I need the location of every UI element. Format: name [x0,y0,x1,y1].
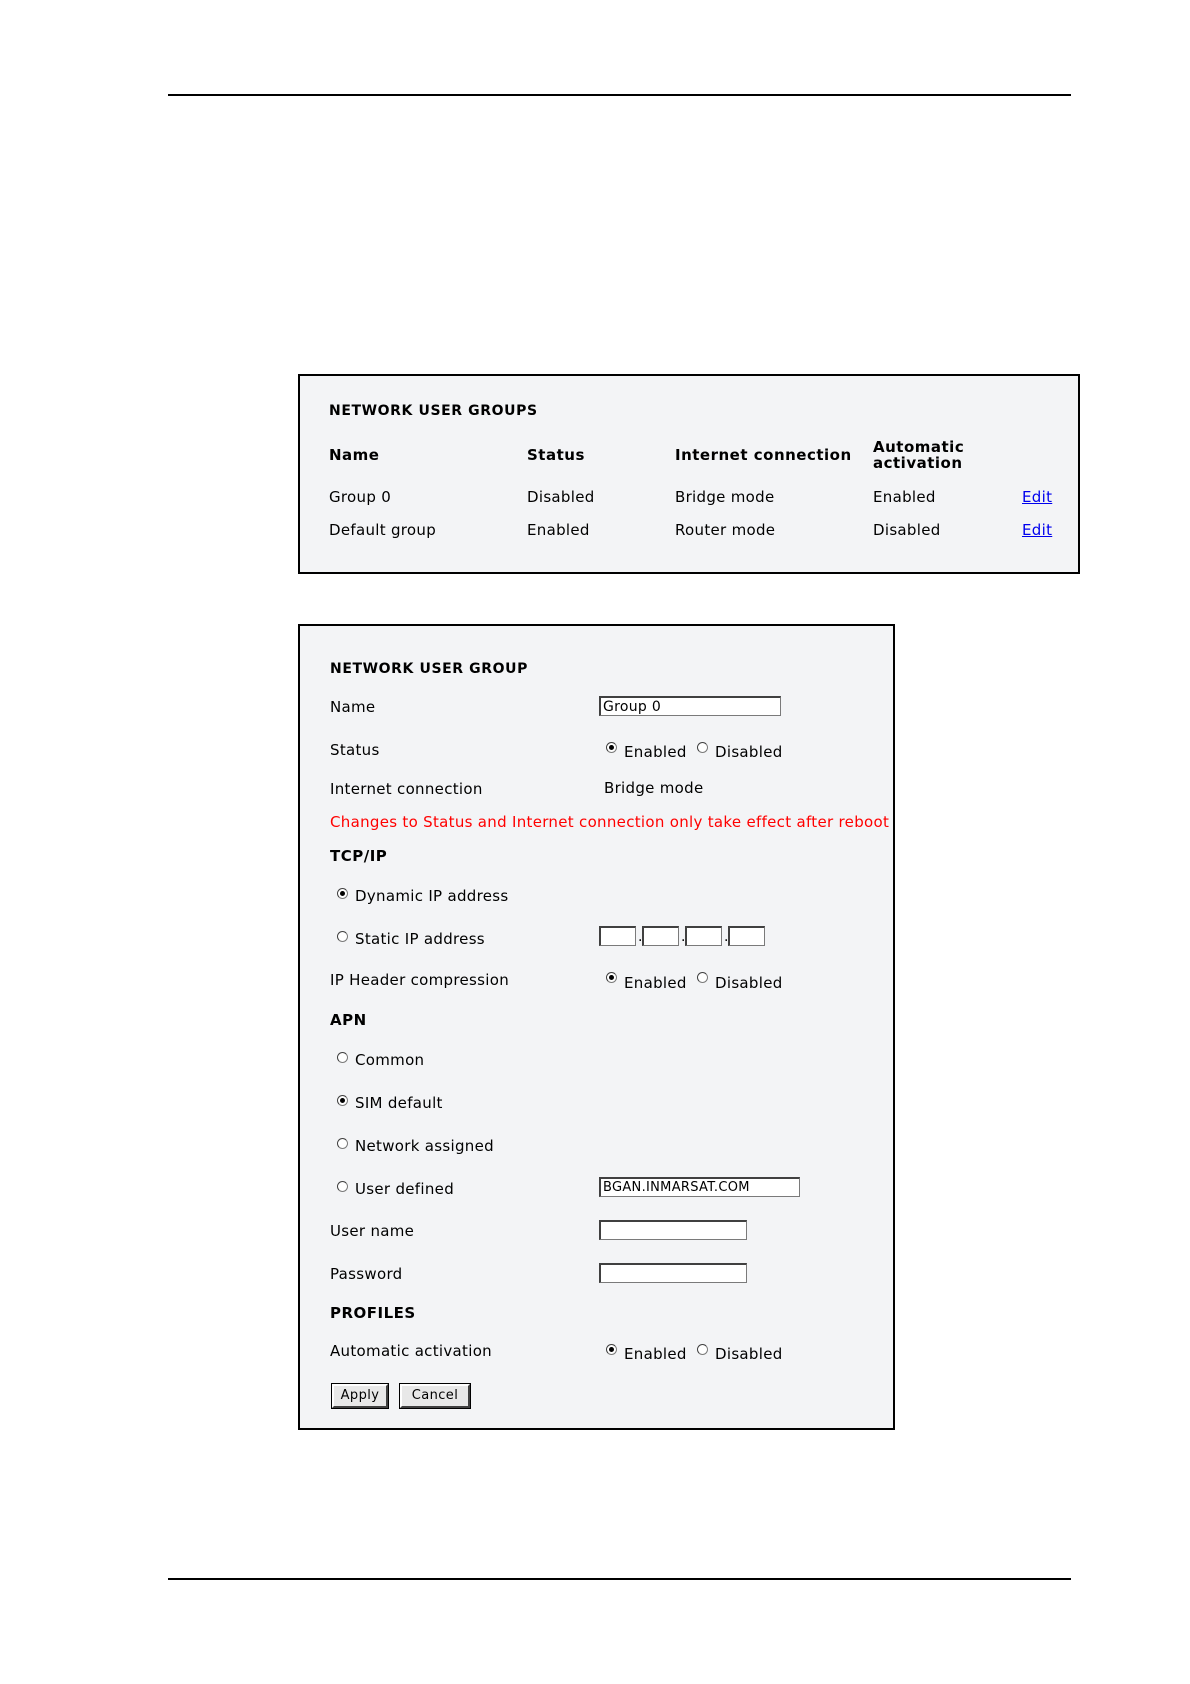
row-internet-connection: Bridge mode [675,488,775,506]
ip-separator-dot: . [638,929,643,945]
status-disabled-radio[interactable] [697,742,708,753]
auto-activation-disabled-label: Disabled [715,1345,783,1363]
apn-user-defined-radio[interactable] [337,1181,348,1192]
ip-header-enabled-radio[interactable] [606,972,617,983]
ip-header-disabled-radio[interactable] [697,972,708,983]
row-name: Default group [329,521,437,539]
column-header-status: Status [527,446,585,464]
password-input[interactable] [599,1263,747,1283]
name-input[interactable] [599,696,781,716]
ip-header-enabled-label: Enabled [624,974,687,992]
internet-connection-value: Bridge mode [604,779,704,797]
apn-sim-default-label: SIM default [355,1094,443,1112]
name-label: Name [330,698,376,716]
row-automatic-activation: Enabled [873,488,936,506]
row-internet-connection: Router mode [675,521,776,539]
network-user-group-panel [298,624,895,1430]
ip-separator-dot: . [724,929,729,945]
status-disabled-label: Disabled [715,743,783,761]
row-automatic-activation: Disabled [873,521,941,539]
column-header-automatic-activation-1: Automatic [873,438,965,456]
automatic-activation-label: Automatic activation [330,1342,492,1360]
apply-button[interactable]: Apply [332,1384,388,1408]
static-ip-octet-4-input[interactable] [728,926,765,946]
edit-link-group-0[interactable]: Edit [1022,488,1053,506]
static-ip-radio[interactable] [337,931,348,942]
static-ip-octet-3-input[interactable] [685,926,722,946]
internet-connection-label: Internet connection [330,780,483,798]
ip-header-disabled-label: Disabled [715,974,783,992]
profiles-header: PROFILES [330,1304,416,1322]
apn-network-assigned-label: Network assigned [355,1137,494,1155]
apn-sim-default-radio[interactable] [337,1095,348,1106]
status-label: Status [330,741,380,759]
user-name-label: User name [330,1222,415,1240]
static-ip-octet-2-input[interactable] [642,926,679,946]
apn-common-label: Common [355,1051,425,1069]
header-rule [168,94,1071,96]
tcpip-header: TCP/IP [330,847,388,865]
static-ip-octet-1-input[interactable] [599,926,636,946]
groups-panel-title: NETWORK USER GROUPS [329,403,538,419]
apn-network-assigned-radio[interactable] [337,1138,348,1149]
ip-separator-dot: . [681,929,686,945]
row-status: Disabled [527,488,595,506]
auto-activation-enabled-label: Enabled [624,1345,687,1363]
apn-header: APN [330,1011,367,1029]
static-ip-label: Static IP address [355,930,485,948]
status-enabled-radio[interactable] [606,742,617,753]
apn-common-radio[interactable] [337,1052,348,1063]
footer-rule [168,1578,1071,1580]
cancel-button[interactable]: Cancel [400,1384,470,1408]
auto-activation-disabled-radio[interactable] [697,1344,708,1355]
column-header-name: Name [329,446,380,464]
apn-user-defined-input[interactable] [599,1177,800,1197]
row-status: Enabled [527,521,590,539]
network-user-groups-panel [298,374,1080,574]
apn-user-defined-label: User defined [355,1180,455,1198]
reboot-warning: Changes to Status and Internet connection only take effect after reboot [330,813,890,831]
group-panel-title: NETWORK USER GROUP [330,661,528,677]
dynamic-ip-radio[interactable] [337,888,348,899]
column-header-automatic-activation-2: activation [873,454,963,472]
dynamic-ip-label: Dynamic IP address [355,887,509,905]
auto-activation-enabled-radio[interactable] [606,1344,617,1355]
edit-link-default-group[interactable]: Edit [1022,521,1053,539]
ip-header-compression-label: IP Header compression [330,971,510,989]
column-header-internet-connection: Internet connection [675,446,852,464]
row-name: Group 0 [329,488,392,506]
password-label: Password [330,1265,403,1283]
user-name-input[interactable] [599,1220,747,1240]
status-enabled-label: Enabled [624,743,687,761]
